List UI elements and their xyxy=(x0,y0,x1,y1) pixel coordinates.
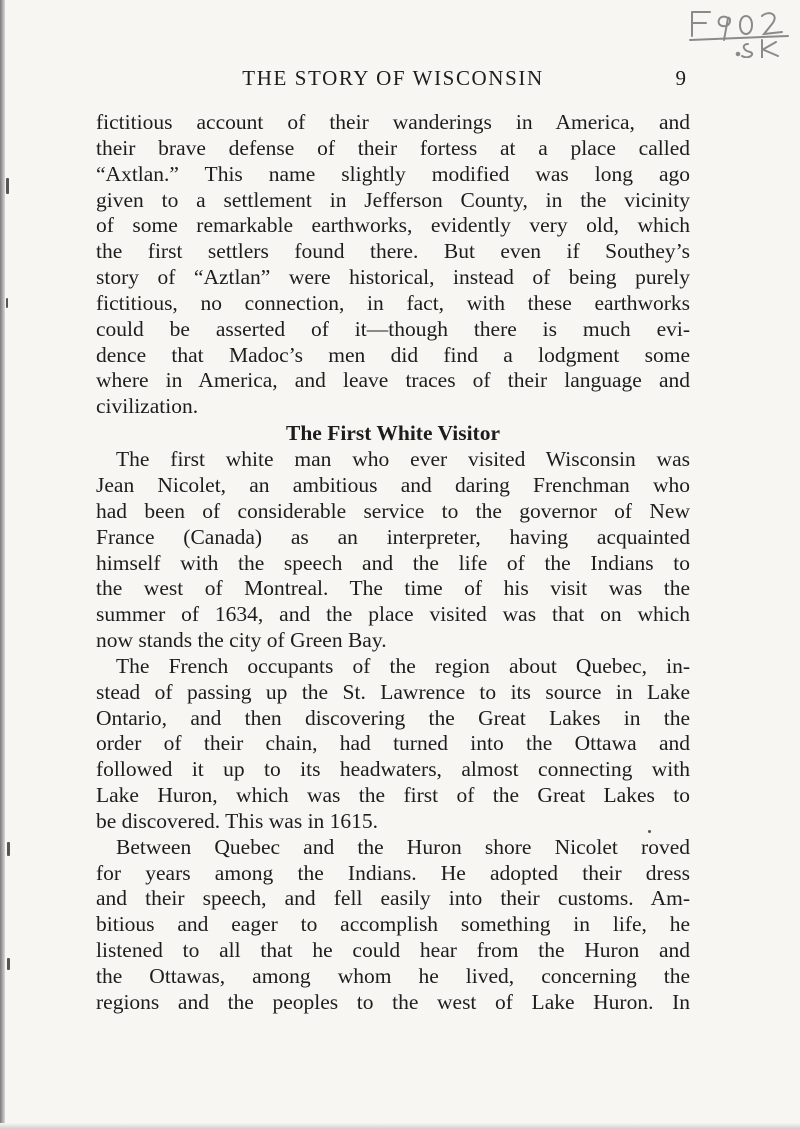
text-line: fictitious account of their wanderings in America, and xyxy=(96,110,690,134)
scan-speck xyxy=(7,958,10,970)
body-text xyxy=(96,110,690,1016)
text-line: listened to all that he could hear from the Huron and xyxy=(96,938,690,963)
paragraph xyxy=(96,654,690,835)
pencil-call-number-mark xyxy=(688,6,793,58)
text-line: civilization. xyxy=(96,394,199,419)
text-line: summer of 1634, and the place visited was that on which xyxy=(96,602,690,627)
text-line: The French occupants of the region about Quebec, in- xyxy=(116,653,690,678)
text-line: where in America, and leave traces of their language and xyxy=(96,368,690,393)
text-line: himself with the speech and the life of the Indians to xyxy=(96,550,690,575)
running-head: THE STORY OF WISCONSIN xyxy=(242,66,544,90)
scan-speck xyxy=(6,298,8,308)
text-line: Jean Nicolet, an ambitious and daring Frenchman who xyxy=(96,472,690,497)
paragraph xyxy=(96,447,690,654)
scan-speck xyxy=(7,842,10,856)
page-bottom-shadow xyxy=(0,1123,800,1129)
scan-speck xyxy=(648,830,651,833)
page-header xyxy=(96,62,690,94)
text-line: followed it up to its headwaters, almost connecting with xyxy=(96,757,690,782)
text-line: Between Quebec and the Huron shore Nicolet roved xyxy=(116,834,690,859)
text-line: for years among the Indians. He adopted their dress xyxy=(96,860,690,885)
text-line: dence that Madoc’s men did find a lodgment some xyxy=(96,342,690,367)
text-line: The first white man who ever visited Wisconsin was xyxy=(116,447,690,472)
page-number: 9 xyxy=(675,66,686,90)
paragraph xyxy=(96,110,690,420)
text-line: the west of Montreal. The time of his visit was the xyxy=(96,576,690,601)
text-line: their brave defense of their fortess at a place called xyxy=(96,135,690,160)
text-line: could be asserted of it—though there is much evi- xyxy=(96,316,690,341)
text-line: of some remarkable earthworks, evidently very old, which xyxy=(96,213,690,238)
text-line: be discovered. This was in 1615. xyxy=(96,808,379,833)
text-line: order of their chain, had turned into the Ottawa and xyxy=(96,731,690,756)
text-line: the first settlers found there. But even if Southey’s xyxy=(96,239,690,264)
scan-speck xyxy=(6,178,9,194)
text-line: and their speech, and fell easily into their customs. Am- xyxy=(96,886,690,911)
section-heading: The First White Visitor xyxy=(286,421,500,446)
paragraph xyxy=(96,835,690,1016)
text-line: regions and the peoples to the west of Lake Huron. In xyxy=(96,989,690,1014)
text-line: given to a settlement in Jefferson County, in the vicinity xyxy=(96,187,690,212)
text-line: stead of passing up the St. Lawrence to its source in Lake xyxy=(96,679,690,704)
text-line: had been of considerable service to the governor of New xyxy=(96,498,690,523)
text-line: France (Canada) as an interpreter, having acquainted xyxy=(96,524,690,549)
text-line: bitious and eager to accomplish something in life, he xyxy=(96,912,690,937)
text-line: the Ottawas, among whom he lived, concerning the xyxy=(96,964,690,988)
text-line: Lake Huron, which was the first of the Great Lakes to xyxy=(96,783,690,808)
text-line: Ontario, and then discovering the Great Lakes in the xyxy=(96,705,690,730)
text-line: fictitious, no connection, in fact, with these earthworks xyxy=(96,290,690,315)
text-line: now stands the city of Green Bay. xyxy=(96,628,387,653)
text-line: story of “Aztlan” were historical, instead of being purely xyxy=(96,265,690,290)
page-binding-shadow xyxy=(0,0,5,1129)
text-line: “Axtlan.” This name slightly modified was long ago xyxy=(96,161,690,186)
